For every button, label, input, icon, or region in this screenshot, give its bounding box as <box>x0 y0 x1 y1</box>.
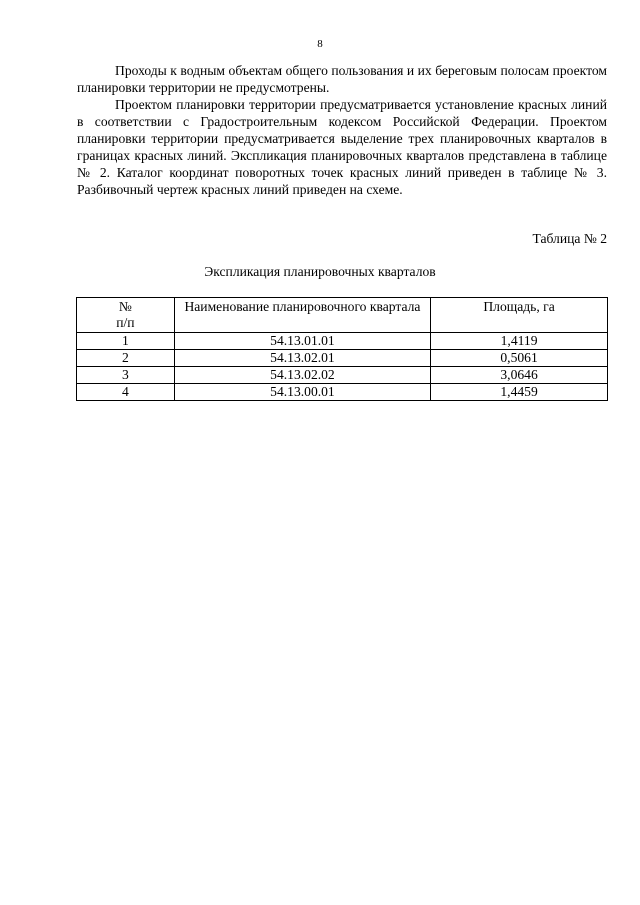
header-number-line-1: № <box>118 299 132 314</box>
cell-area: 1,4459 <box>431 384 608 401</box>
table-header-row <box>77 298 608 333</box>
cell-quarter-name: 54.13.02.02 <box>174 367 430 384</box>
table-row <box>77 350 608 367</box>
table-caption: Таблица № 2 <box>532 231 607 246</box>
paragraph-water-access: Проходы к водным объектам общего пользования и их береговым полосам проектом планировки территории не предусмотрены. <box>77 63 607 95</box>
header-quarter-name: Наименование планировочного квартала <box>174 298 430 333</box>
table-title: Экспликация планировочных кварталов <box>204 264 436 279</box>
cell-number: 4 <box>77 384 175 401</box>
explication-table <box>76 297 608 401</box>
cell-number: 1 <box>77 333 175 350</box>
cell-area: 0,5061 <box>431 350 608 367</box>
paragraph-red-lines: Проектом планировки территории предусматривается установление красных линий в соответствии с Градостроительным кодексом Российской Федерации. Проектом планировки территории предусматривается выделение трех планировочных кварталов в границах красных линий. Экспликация планировочных кварталов представлена в таблице № 2. Каталог координат поворотных точек красных линий приведен в таблице № 3. Разбивочный чертеж красных линий приведен на схеме. <box>77 97 607 197</box>
page-number: 8 <box>317 38 323 50</box>
cell-quarter-name: 54.13.01.01 <box>174 333 430 350</box>
table-row <box>77 367 608 384</box>
cell-number: 3 <box>77 367 175 384</box>
cell-area: 1,4119 <box>431 333 608 350</box>
header-number <box>77 298 175 333</box>
table-row <box>77 384 608 401</box>
cell-quarter-name: 54.13.02.01 <box>174 350 430 367</box>
table-row <box>77 333 608 350</box>
cell-quarter-name: 54.13.00.01 <box>174 384 430 401</box>
header-area: Площадь, га <box>431 298 608 333</box>
cell-area: 3,0646 <box>431 367 608 384</box>
body-text <box>77 62 607 198</box>
cell-number: 2 <box>77 350 175 367</box>
header-number-line-2: п/п <box>116 315 135 330</box>
